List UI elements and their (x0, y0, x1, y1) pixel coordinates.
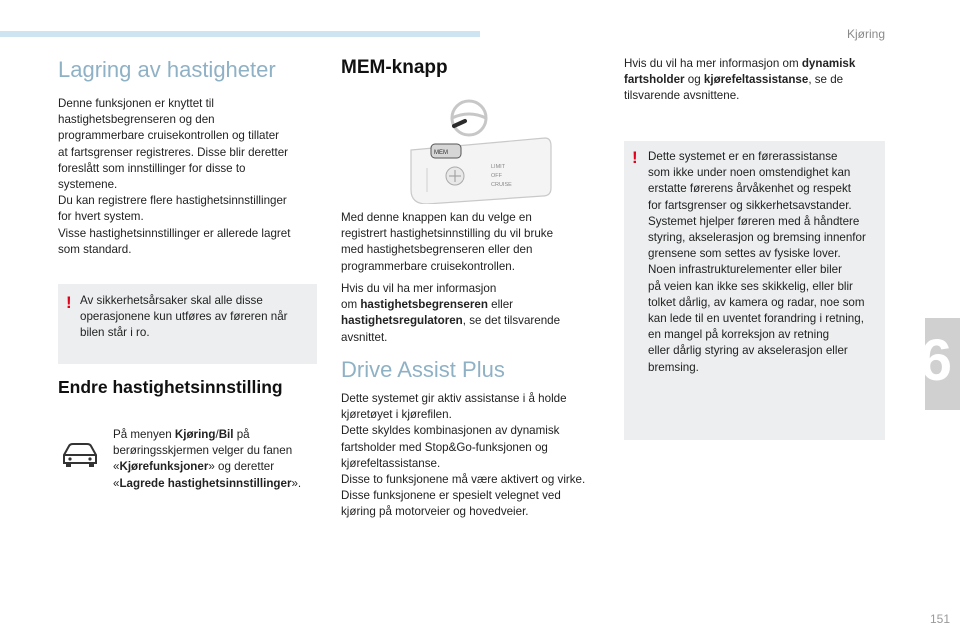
figure-label-cruise: CRUISE (491, 182, 512, 188)
body-line: Disse to funksjonene må være aktivert og virke. (341, 473, 586, 487)
subtitle-change-speed: Endre hastighetsinnstilling (58, 377, 283, 397)
warning-line: på veien kan ikke ses skikkelig, eller blir (648, 279, 853, 293)
body-line: systemene. (58, 178, 118, 192)
body-line: med hastighetsbegrenseren eller den (341, 243, 533, 257)
body-line: at fartsgrenser registreres. Disse blir deretter (58, 145, 289, 159)
section-label: Kjøring (846, 27, 885, 41)
warning-line: Av sikkerhetsårsaker skal alle disse (80, 294, 263, 307)
body-line: kjøretøyet i kjørefilen. (341, 408, 452, 422)
section-title-drive-assist: Drive Assist Plus (341, 357, 505, 382)
body-line: Du kan registrere flere hastighetsinnstillinger (58, 194, 287, 208)
instruction-line: berøringsskjermen velger du fanen (113, 444, 293, 458)
body-line: kjørefeltassistanse. (341, 456, 441, 470)
warning-line: som ikke under noen omstendighet kan (648, 166, 851, 180)
warning-line: erstatte førerens årvåkenhet og respekt (648, 182, 851, 196)
body-line: for hvert system. (58, 210, 144, 224)
mem-button-figure (405, 92, 555, 204)
car-icon (60, 441, 100, 469)
body-line: hastighetsbegrenseren og den (58, 113, 215, 127)
body-line: programmerbare cruisekontrollen. (341, 259, 515, 273)
instruction-line: «Kjørefunksjoner» og deretter (113, 460, 275, 474)
warning-line: en mangel på korreksjon av retning (648, 328, 830, 342)
warning-line: Noen infrastrukturelementer eller biler (648, 263, 842, 277)
body-line: om hastighetsbegrenseren eller (341, 298, 514, 312)
body-line: programmerbare cruisekontrollen og tillater (58, 129, 280, 143)
warning-line: Dette systemet er en førerassistanse (648, 150, 838, 163)
header-accent-bar (0, 31, 480, 37)
body-line: Disse funksjonene er spesielt velegnet ved (341, 489, 561, 503)
body-line: Denne funksjonen er knyttet til (58, 97, 214, 110)
driver-assist-warning-text (648, 149, 883, 376)
change-speed-instructions (113, 427, 328, 492)
section-title-mem-button: MEM-knapp (341, 57, 448, 78)
col3-info (624, 56, 886, 105)
column-1 (58, 58, 318, 82)
chapter-number: 6 (919, 328, 952, 393)
instruction-line: På menyen Kjøring/Bil på (113, 428, 250, 441)
body-line: Med denne knappen kan du velge en (341, 211, 532, 224)
drive-assist-body (341, 391, 609, 521)
warning-line: operasjonene kun utføres av føreren når (80, 310, 288, 324)
mem-more-info (341, 281, 603, 346)
figure-label-off: OFF (491, 173, 502, 179)
body-line: Visse hastighetsinnstillinger er allerede lagret (58, 226, 291, 240)
page-number: 151 (929, 612, 950, 626)
mem-button-body (341, 210, 603, 275)
body-line: registrert hastighetsinnstilling du vil bruke (341, 227, 554, 241)
warning-line: eller dårlig styring av akselerasjon eller (648, 344, 848, 358)
instruction-line: «Lagrede hastighetsinnstillinger». (113, 476, 302, 490)
speed-storage-body (58, 96, 318, 258)
warning-line: grensene som settes av fysiske lover. (648, 247, 841, 261)
body-line: fartsholder med Stop&Go-funksjonen og (341, 440, 548, 454)
body-line: hastighetsregulatoren, se det tilsvarende (341, 314, 561, 328)
warning-line: bilen står i ro. (80, 326, 150, 340)
figure-label-limit: LIMIT (491, 164, 506, 170)
body-line: Hvis du vil ha mer informasjon (341, 282, 497, 295)
section-title-speed-storage: Lagring av hastigheter (58, 57, 276, 82)
warning-line: for fartsgrenser og sikkerhetsavstander. (648, 198, 852, 212)
body-line: Dette systemet gir aktiv assistanse i å holde (341, 392, 567, 405)
body-line: avsnittet. (341, 330, 388, 344)
warning-line: bremsing. (648, 360, 699, 374)
warning-icon: ! (66, 293, 72, 312)
body-line: tilsvarende avsnittene. (624, 89, 740, 103)
warning-line: kan lede til en uventet forandring i retning, (648, 312, 864, 326)
warning-icon: ! (632, 148, 638, 167)
body-line: fartsholder og kjørefeltassistanse, se de (624, 73, 844, 87)
warning-line: Systemet hjelper føreren med å håndtere (648, 214, 860, 228)
body-line: som standard. (58, 242, 132, 256)
body-line: kjøring på motorveier og hovedveier. (341, 505, 529, 519)
body-line: foreslått som innstillinger for disse to (58, 161, 246, 175)
warning-line: styring, akselerasjon og bremsing innenfor (648, 231, 866, 245)
mem-key-label: MEM (434, 150, 448, 156)
body-line: Hvis du vil ha mer informasjon om dynamisk (624, 57, 856, 70)
body-line: Dette skyldes kombinasjonen av dynamisk (341, 424, 560, 438)
warning-line: tolket dårlig, av kamera og radar, noe som (648, 295, 865, 309)
safety-warning-text (80, 293, 310, 342)
